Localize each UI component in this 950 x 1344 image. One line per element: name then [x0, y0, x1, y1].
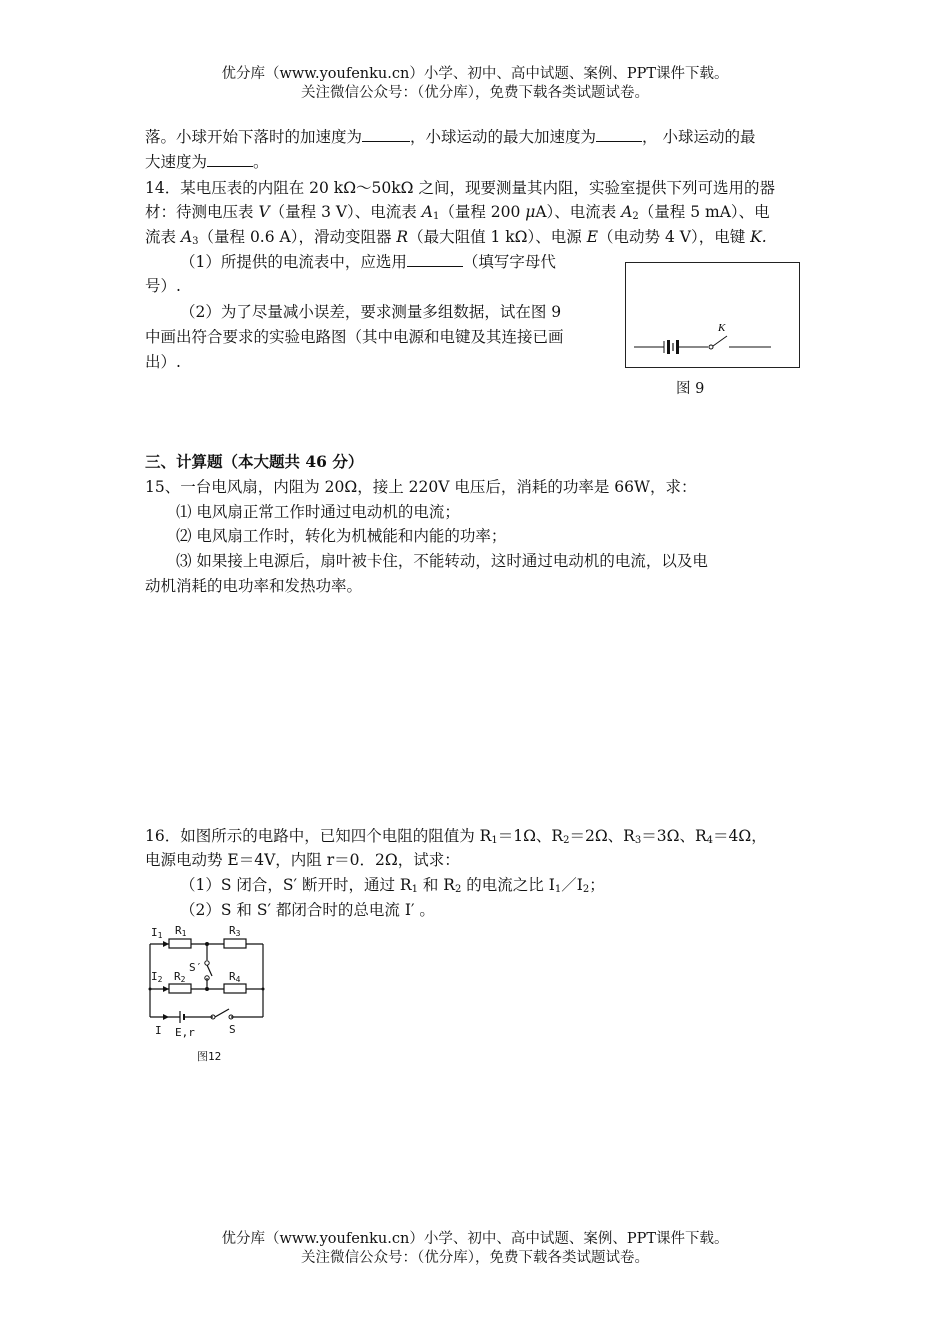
header-line-1: 优分库（www.youfenku.cn）小学、初中、高中试题、案例、PPT课件下载。 [221, 66, 729, 82]
q16-line-2: 电源电动势 E＝4V，内阻 r＝0．2Ω，试求： [145, 851, 460, 869]
q14-sub2-line-1: （2）为了尽量减小误差，要求测量多组数据，试在图 9 [180, 303, 562, 321]
q15-line-2: ⑴ 电风扇正常工作时通过电动机的电流； [176, 503, 460, 521]
switch-s-prime-pivot [205, 961, 209, 965]
footer-line-2: 关注微信公众号：（优分库），免费下载各类试题试卷。 [301, 1250, 649, 1266]
label-r3: R3 [229, 924, 241, 938]
q13-line-2: 大速度为 。 [145, 150, 269, 174]
q14-line-1: 14．某电压表的内阻在 20 kΩ～50kΩ 之间，现要测量其内阻，实验室提供下列可选用的器 [145, 179, 775, 197]
label-i: I [155, 1024, 162, 1037]
q14-line-3: 流表 $A_3$（量程 0.6 A），滑动变阻器 R（最大阻值 1 kΩ）、电源 E（电动势 4 V），电键 K. [145, 228, 767, 247]
q14-sub1-line-2: 号）. [145, 277, 181, 295]
switch-s-blade [215, 1009, 229, 1017]
q15-line-5: 动机消耗的电功率和发热功率。 [145, 577, 363, 595]
label-r1: R1 [175, 924, 187, 938]
q13-line-1: 落。小球开始下落时的加速度为 ，小球运动的最大加速度为 ， 小球运动的最 [145, 125, 755, 149]
switch-pivot [709, 345, 713, 349]
label-s-prime: S′ [189, 961, 203, 974]
resistor-r1 [169, 939, 191, 948]
battery-plate [667, 340, 670, 354]
answer-blank[interactable] [362, 125, 410, 142]
junction-dot [262, 988, 265, 991]
switch-blade [713, 336, 727, 346]
junction-dot [205, 987, 209, 991]
q14-line-2: 材：待测电压表 V（量程 3 V）、电流表 $A_1$（量程 200 μA）、电流表 $A_2$（量程 5 mA）、电 [145, 203, 770, 222]
battery-plate [676, 340, 679, 354]
label-i2: I2 [151, 970, 163, 984]
q16-line-3: （1）S 闭合，S′ 断开时，通过 $R_1$ 和 $R_2$ 的电流之比 $I_1/I_2$； [180, 876, 605, 895]
arrow-i2 [163, 986, 169, 992]
resistor-r2 [169, 984, 191, 993]
answer-blank[interactable] [596, 125, 642, 142]
q15-line-4: ⑶ 如果接上电源后，扇叶被卡住，不能转动，这时通过电动机的电流，以及电 [176, 552, 708, 570]
q15-line-3: ⑵ 电风扇工作时，转化为机械能和内能的功率； [176, 527, 507, 545]
arrow-i [163, 1014, 169, 1020]
label-r2: R2 [174, 970, 186, 984]
footer-line-1: 优分库（www.youfenku.cn）小学、初中、高中试题、案例、PPT课件下载。 [221, 1231, 729, 1247]
figure-9-caption: 图 9 [676, 381, 705, 397]
label-i1: I1 [151, 926, 163, 940]
arrow-i1 [163, 941, 169, 947]
answer-blank[interactable] [407, 250, 463, 267]
switch-label-k: K [718, 322, 726, 334]
figure-12-caption: 图12 [197, 1050, 222, 1063]
resistor-r4 [224, 984, 246, 993]
label-emf: E,r [175, 1026, 195, 1039]
q16-line-1: 16．如图所示的电路中，已知四个电阻的阻值为 $R_1=1\Omega$、$R_2=2\Omega$、$R_3=3\Omega$、$R_4=4\Omega$， [145, 827, 767, 846]
answer-blank[interactable] [207, 150, 253, 167]
label-s: S [229, 1023, 236, 1036]
figure-9-drawing-area[interactable] [625, 262, 800, 368]
section-3-title: 三、计算题（本大题共 46 分） [145, 452, 364, 471]
q15-line-1: 15、一台电风扇，内阻为 20Ω，接上 220V 电压后，消耗的功率是 66W，求： [145, 478, 697, 496]
header-line-2: 关注微信公众号：（优分库），免费下载各类试题试卷。 [301, 85, 649, 101]
q14-sub2-line-3: 出）. [145, 353, 181, 371]
q16-line-4: （2）S 和 S′ 都闭合时的总电流 I′ 。 [180, 901, 435, 919]
junction-dot [149, 988, 152, 991]
q14-sub1-line-1: （1）所提供的电流表中，应选用 （填写字母代 [180, 250, 556, 274]
switch-s-prime-blade [207, 965, 212, 976]
junction-dot [205, 942, 209, 946]
q14-sub2-line-2: 中画出符合要求的实验电路图（其中电源和电键及其连接已画 [145, 328, 564, 346]
label-r4: R4 [229, 970, 241, 984]
figure-12-circuit [145, 920, 270, 1065]
figure-9-circuit [626, 263, 799, 367]
resistor-r3 [224, 939, 246, 948]
